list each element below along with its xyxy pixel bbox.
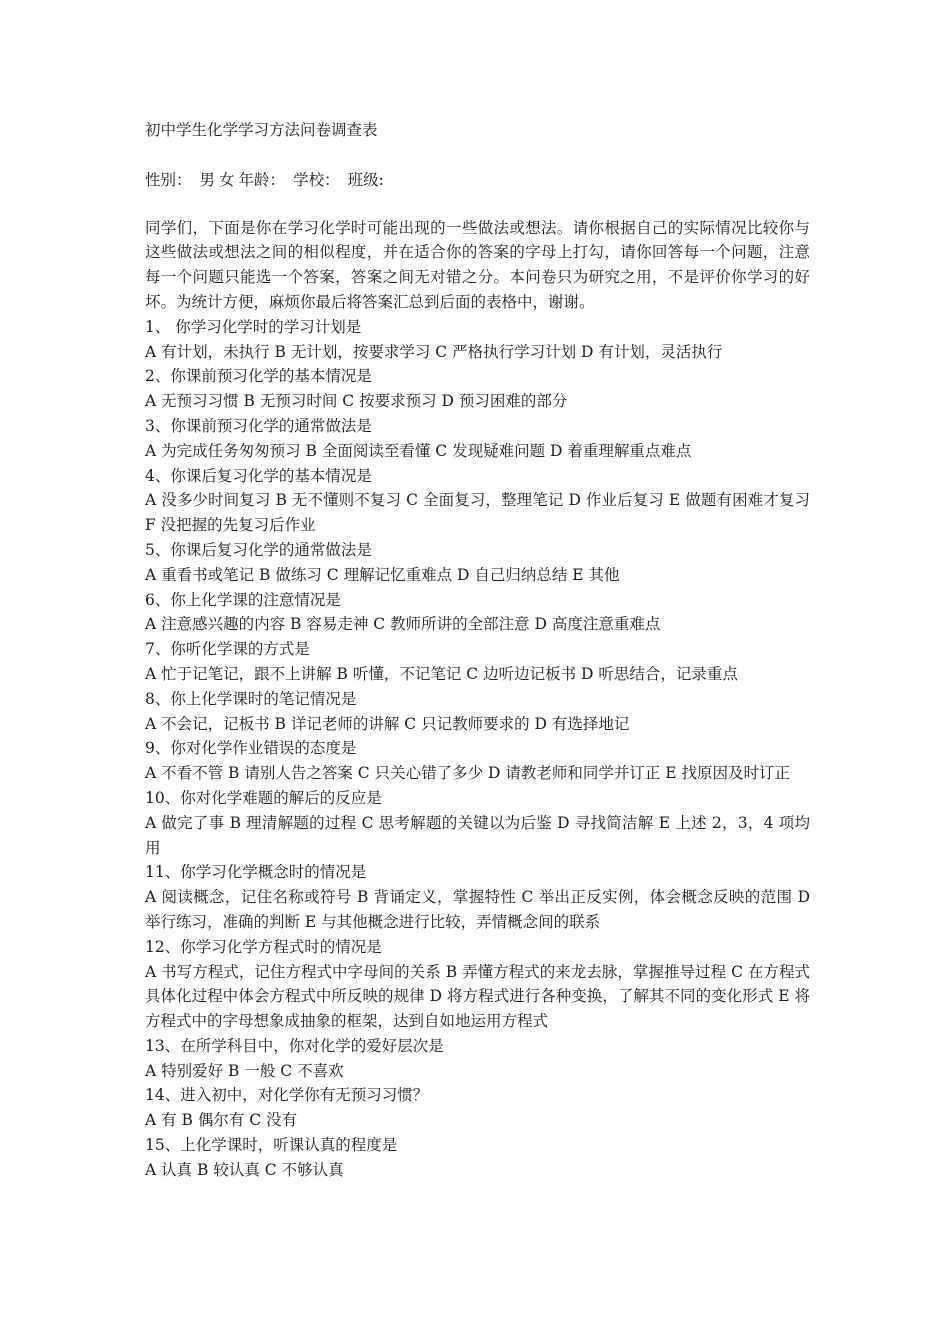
answer-options: A 为完成任务匆匆预习 B 全面阅读至看懂 C 发现疑难问题 D 着重理解重点难点 [145, 441, 692, 460]
gender-label: 性别： [145, 170, 192, 189]
document-title: 初中学生化学学习方法问卷调查表 [145, 121, 378, 139]
question-text: 10、你对化学难题的解后的反应是 [145, 788, 382, 807]
answer-options: A 有 B 偶尔有 C 没有 [145, 1111, 298, 1130]
answer-options: A 阅读概念，记住名称或符号 B 背诵定义，掌握特性 C 举出正反实例，体会概念反映的范围 D 举行练习，准确的判断 E 与其他概念进行比较，弄情概念间的联系 [145, 888, 810, 931]
school-label: 学校： [293, 170, 340, 189]
answer-options: A 做完了事 B 理清解题的过程 C 思考解题的关键以为后鉴 D 寻找简洁解 E 上述 2，3，4 项均用 [145, 813, 810, 857]
answer-options: A 重看书或笔记 B 做练习 C 理解记忆重难点 D 自己归纳总结 E 其他 [145, 565, 620, 584]
answer-options: A 忙于记笔记，跟不上讲解 B 听懂，不记笔记 C 边听边记板书 D 听思结合，记录重点 [145, 664, 738, 683]
answer-options: A 不看不管 B 请别人告之答案 C 只关心错了多少 D 请教老师和同学并订正 E 找原因及时订正 [145, 764, 791, 783]
question-text: 15、上化学课时，听课认真的程度是 [145, 1136, 398, 1155]
question-text: 4、你课后复习化学的基本情况是 [145, 466, 372, 485]
question-text: 11、你学习化学概念时的情况是 [145, 863, 367, 882]
answer-options: A 有计划，未执行 B 无计划，按要求学习 C 严格执行学习计划 D 有计划，灵活执行 [145, 342, 723, 361]
question-text: 7、你听化学课的方式是 [145, 640, 310, 659]
question-text: 8、你上化学课时的笔记情况是 [145, 689, 357, 708]
question-text: 3、你课前预习化学的通常做法是 [145, 416, 372, 435]
answer-options: A 书写方程式，记住方程式中字母间的关系 B 弄懂方程式的来龙去脉，掌握推导过程 C 在方程式具体化过程中体会方程式中所反映的规律 D 将方程式进行各种变换，了解其不同的变化形式 E 将方程式中的字母想象成抽象的框架，达到自如地运用方程式 [145, 962, 810, 1031]
question-text: 14、进入初中，对化学你有无预习习惯？ [145, 1086, 429, 1105]
question-text: 13、在所学科目中，你对化学的爱好层次是 [145, 1036, 444, 1055]
answer-options: A 特别爱好 B 一般 C 不喜欢 [145, 1061, 344, 1080]
question-text: 1、 你学习化学时的学习计划是 [145, 317, 362, 336]
student-info-line [145, 168, 810, 193]
intro-paragraph: 同学们，下面是你在学习化学时可能出现的一些做法或想法。请你根据自己的实际情况比较你与这些做法或想法之间的相似程度，并在适合你的答案的字母上打勾，请你回答每一个问题，注意每一个问题只能选一个答案，答案之间无对错之分。本问卷只为研究之用，不是评价你学习的好坏。为统计方便，麻烦你最后将答案汇总到后面的表格中，谢谢。 [145, 218, 810, 311]
question-text: 9、你对化学作业错误的态度是 [145, 739, 357, 758]
question-list [145, 315, 810, 1183]
question-text: 5、你课后复习化学的通常做法是 [145, 540, 372, 559]
answer-options: A 不会记，记板书 B 详记老师的讲解 C 只记教师要求的 D 有选择地记 [145, 714, 630, 733]
questionnaire-page [145, 118, 810, 1183]
answer-options: A 没多少时间复习 B 无不懂则不复习 C 全面复习，整理笔记 D 作业后复习 E 做题有困难才复习 F 没把握的先复习后作业 [145, 491, 810, 535]
answer-options: A 认真 B 较认真 C 不够认真 [145, 1160, 344, 1179]
answer-options: A 无预习习惯 B 无预习时间 C 按要求预习 D 预习困难的部分 [145, 392, 568, 411]
class-label: 班级: [347, 170, 384, 189]
question-text: 2、你课前预习化学的基本情况是 [145, 367, 372, 386]
gender-male: 男 [199, 170, 216, 189]
question-text: 6、你上化学课的注意情况是 [145, 590, 341, 609]
question-text: 12、你学习化学方程式时的情况是 [145, 937, 382, 956]
age-label: 年龄： [238, 170, 286, 189]
gender-female: 女 [219, 170, 235, 189]
answer-options: A 注意感兴趣的内容 B 容易走神 C 教师所讲的全部注意 D 高度注意重难点 [145, 615, 661, 634]
